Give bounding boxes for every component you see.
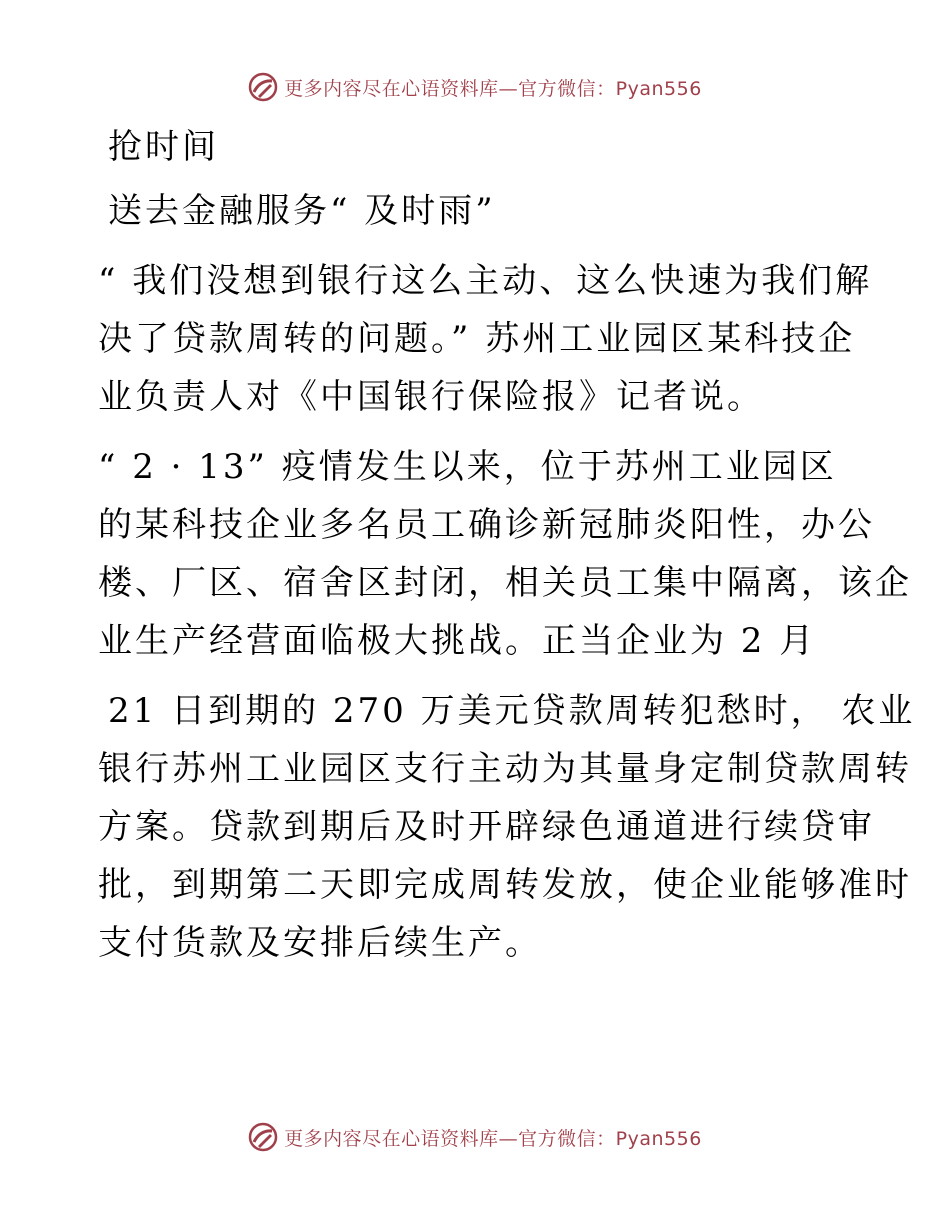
wechat-id: Pyan556 (615, 77, 702, 100)
heading-1: 抢时间 (108, 127, 219, 167)
paragraph-line: “ 我们没想到银行这么主动、这么快速为我们解 (98, 261, 873, 301)
paragraph-line: “ 2 · 13” 疫情发生以来，位于苏州工业园区 (98, 447, 837, 487)
paragraph-line: 楼、厂区、宿舍区封闭，相关员工集中隔离，该企 (98, 563, 912, 603)
wechat-id: Pyan556 (615, 1127, 702, 1150)
document-body (98, 118, 916, 972)
paragraph-3 (98, 682, 916, 972)
paragraph-line: 的某科技企业多名员工确诊新冠肺炎阳性，办公 (98, 505, 875, 545)
banner-text: 更多内容尽在心语资料库—官方微信：Pyan556 (284, 77, 702, 100)
pen-logo-icon (248, 72, 278, 102)
header-banner (0, 72, 950, 102)
paragraph-line: 银行苏州工业园区支行主动为其量身定制贷款周转 (98, 749, 912, 789)
paragraph-line: 业生产经营面临极大挑战。正当企业为 2 月 (98, 621, 817, 661)
paragraph-line: 方案。贷款到期后及时开辟绿色通道进行续贷审 (98, 807, 875, 847)
paragraph-line: 决了贷款周转的问题。” 苏州工业园区某科技企 (98, 319, 856, 359)
footer-banner (0, 1122, 950, 1152)
paragraph-line: 业负责人对《中国银行保险报》记者说。 (98, 377, 764, 417)
paragraph-line: 批，到期第二天即完成周转发放，使企业能够准时 (98, 865, 912, 905)
banner-text: 更多内容尽在心语资料库—官方微信：Pyan556 (284, 1127, 702, 1150)
paragraph-2 (98, 438, 912, 670)
paragraph-line: 21 日到期的 270 万美元贷款周转犯愁时， 农业 (108, 691, 916, 731)
heading-2: 送去金融服务“ 及时雨” (108, 191, 496, 231)
paragraph-line: 支付货款及安排后续生产。 (98, 923, 542, 963)
paragraph-1 (98, 252, 873, 426)
pen-logo-icon (248, 1122, 278, 1152)
